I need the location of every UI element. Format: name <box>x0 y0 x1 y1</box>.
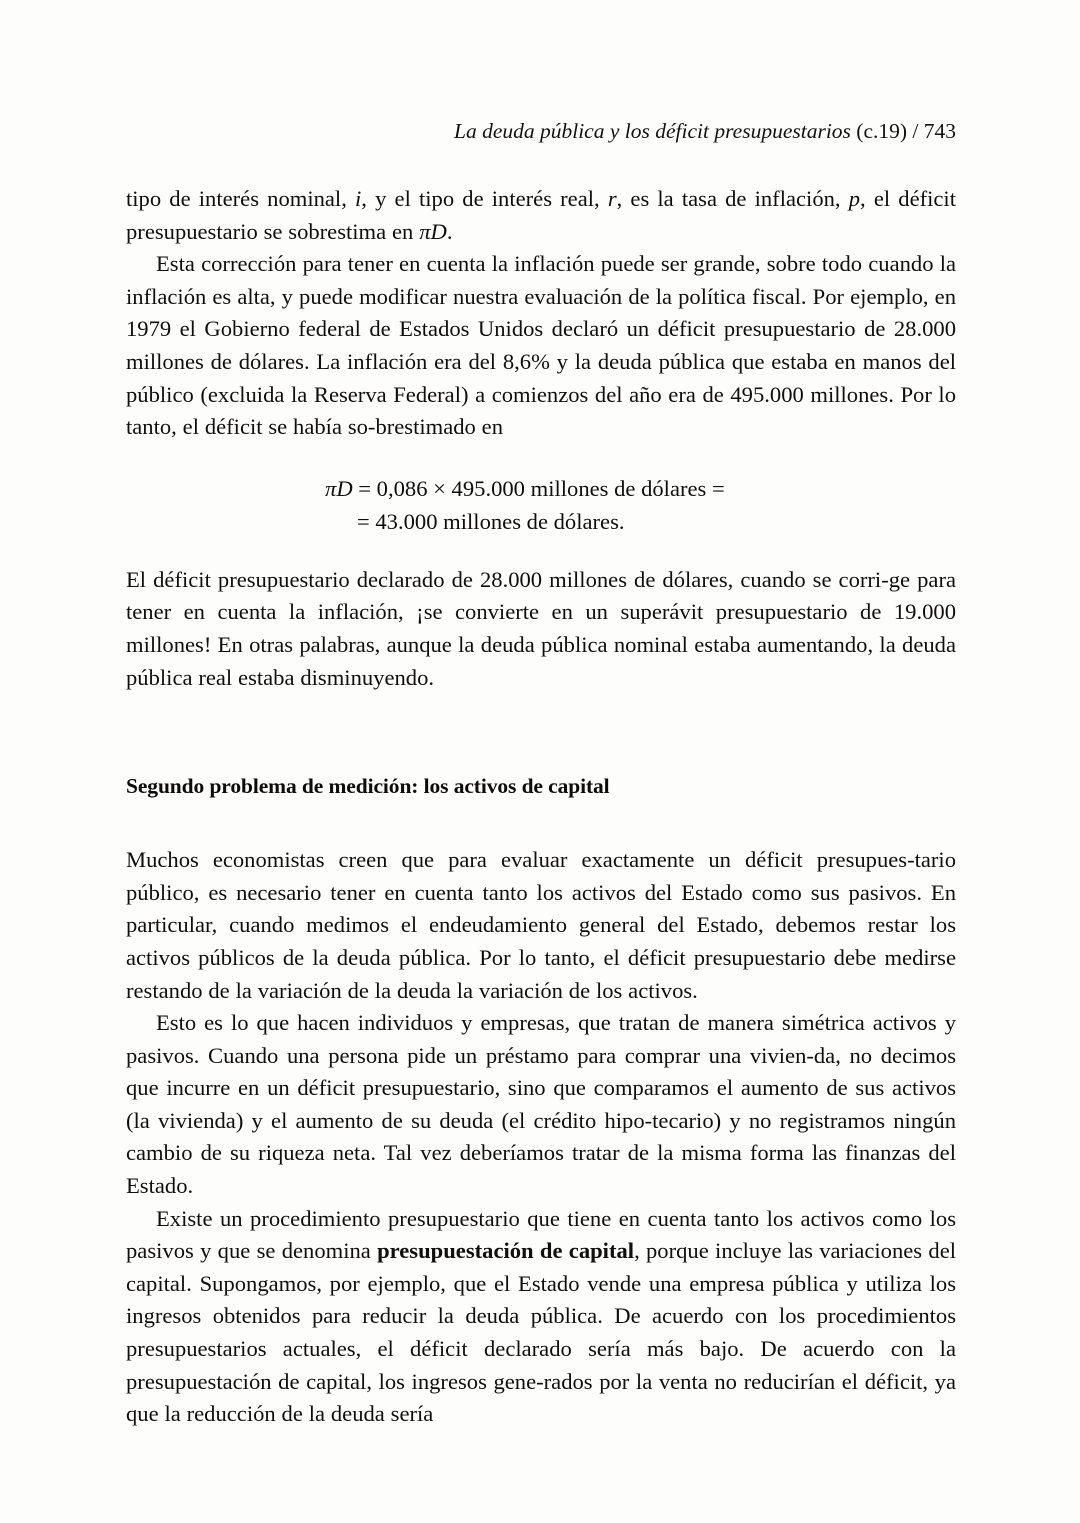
paragraph-text: , es la tasa de inflación, <box>616 186 849 211</box>
running-head-title: La deuda pública y los déficit presupuestarios <box>453 119 851 143</box>
paragraph-capital-budgeting <box>126 1203 956 1431</box>
spacer-after-heading <box>126 800 956 844</box>
text-column <box>126 183 956 1431</box>
equation-line-2: = 43.000 millones de dólares. <box>357 508 625 534</box>
equation-line-1 <box>126 472 956 505</box>
spacer-before-heading <box>126 694 956 772</box>
math-variable-i: i <box>355 186 362 211</box>
paragraph-text: tipo de interés nominal, <box>126 186 356 211</box>
running-head <box>126 120 956 144</box>
math-variable-pi-d: πD <box>419 218 447 244</box>
paragraph-text: , el déficit presupuestario se sobrestima en <box>126 186 956 244</box>
paragraph-text: . <box>446 218 453 244</box>
paragraph-continuation <box>126 183 956 248</box>
math-variable-p: p <box>848 186 861 211</box>
paragraph-text: Existe un procedimiento presupuestario que tiene en cuenta tanto los activos como los pasivos y que se denomina <box>126 1205 956 1264</box>
section-heading: Segundo problema de medición: los activos de capital <box>126 774 610 799</box>
paragraph-text: , porque incluye las variaciones del capital. Supongamos, por ejemplo, que el Estado vende una empresa pública y utiliza los ingresos obtenidos para reducir la deuda pública. De acuerdo con los procedimientos presupuestarios actuales, el déficit declarado sería más bajo. De acuerdo con la presupuestación de capital, los ingresos gene-rados por la venta no reducirían el déficit, ya que la reducción de la deuda sería <box>126 1238 956 1427</box>
display-equation <box>126 472 956 538</box>
equation-lhs-pi-d: πD <box>325 475 353 501</box>
paragraph-households-firms: Esto es lo que hacen individuos y empresas, que tratan de manera simétrica activos y pasivos. Cuando una persona pide un préstamo para comprar una vivien-da, no decimos que incurre en un déficit presupuestario, sino que comparamos el aumento de sus activos (la vivienda) y el aumento de su deuda (el crédito hipo-tecario) y no registramos ningún cambio de su riqueza neta. Tal vez deberíamos tratar de la misma forma las finanzas del Estado. <box>126 1010 956 1199</box>
bold-term-capital-budgeting: presupuestación de capital <box>377 1238 635 1264</box>
math-variable-r: r <box>607 186 617 211</box>
paragraph-corrected-deficit: El déficit presupuestario declarado de 28.000 millones de dólares, cuando se corri-ge para tener en cuenta la inflación, ¡se convierte en un superávit presupuestario de 19.000 millones! En otras palabras, aunque la deuda pública nominal estaba aumentando, la deuda pública real estaba disminuyendo. <box>126 566 956 690</box>
paragraph-text: , y el tipo de interés real, <box>361 186 608 211</box>
equation-rhs: = 0,086 × 495.000 millones de dólares = <box>352 475 725 501</box>
paragraph-inflation-correction: Esta corrección para tener en cuenta la inflación puede ser grande, sobre todo cuando la inflación es alta, y puede modificar nuestra evaluación de la política fiscal. Por ejemplo, en 1979 el Gobierno federal de Estados Unidos declaró un déficit presupuestario de 28.000 millones de dólares. La inflación era del 8,6% y la deuda pública que estaba en manos del público (excluida la Reserva Federal) a comienzos del año era de 495.000 millones. Por lo tanto, el déficit se había so-brestimado en <box>126 251 956 440</box>
running-head-reference: (c.19) / 743 <box>850 119 956 143</box>
paragraph-capital-assets: Muchos economistas creen que para evaluar exactamente un déficit presupues-tario público, es necesario tener en cuenta tanto los activos del Estado como sus pasivos. En particular, cuando medimos el endeudamiento general del Estado, debemos restar los activos públicos de la deuda pública. Por lo tanto, el déficit presupuestario debe medirse restando de la variación de la deuda la variación de los activos. <box>126 847 956 1003</box>
